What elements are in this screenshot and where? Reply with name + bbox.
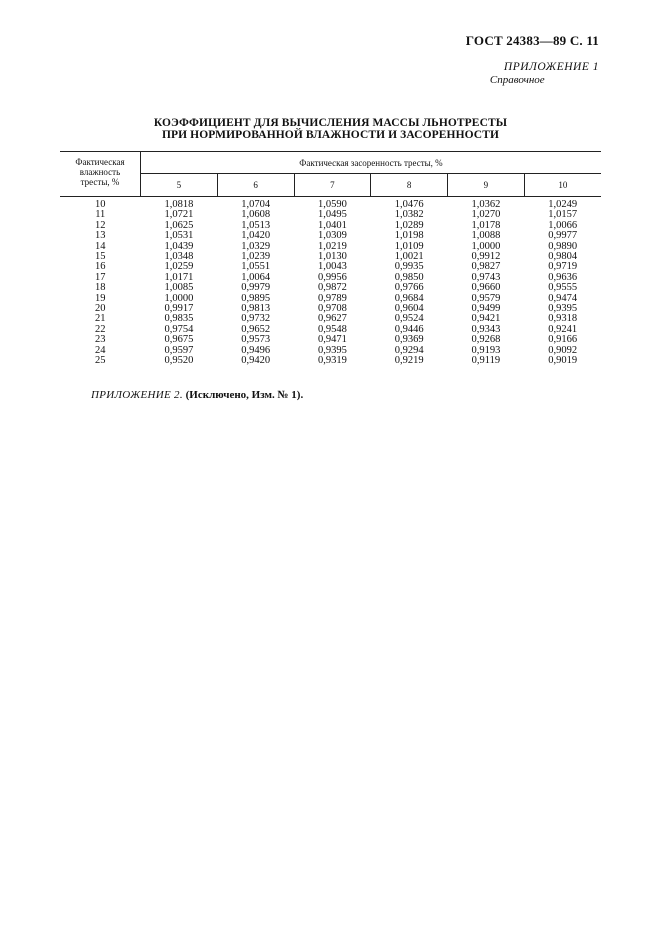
moisture-cell: 14 <box>95 240 106 252</box>
coefficient-cell: 1,0309 <box>317 230 347 242</box>
coefficient-cell: 1,0021 <box>394 251 424 263</box>
coefficient-cell: 0,9166 <box>548 334 578 346</box>
coefficient-table <box>60 151 601 367</box>
table-row <box>60 356 601 366</box>
coefficient-cell: 0,9732 <box>241 313 271 325</box>
coefficient-cell: 0,9827 <box>471 261 501 273</box>
moisture-cell: 13 <box>95 230 106 242</box>
coefficient-cell: 0,9579 <box>471 292 501 304</box>
coefficient-cell: 0,9604 <box>394 303 424 315</box>
coefficient-cell: 1,0178 <box>471 219 501 231</box>
coefficient-cell: 1,0329 <box>241 240 271 252</box>
coefficient-cell: 1,0513 <box>241 219 271 231</box>
coefficient-cell: 0,9850 <box>394 271 424 283</box>
coefficient-cell: 1,0721 <box>164 209 194 221</box>
appendix-label <box>489 61 599 86</box>
coefficient-cell: 0,9219 <box>394 355 424 367</box>
coefficient-cell: 0,9019 <box>548 355 578 367</box>
coefficient-cell: 0,9956 <box>317 271 347 283</box>
coefficient-cell: 0,9660 <box>471 282 501 294</box>
appendix-subtitle: Справочное <box>489 74 545 86</box>
moisture-header-line-3: тресты, % <box>80 177 120 187</box>
coefficient-cell: 0,9979 <box>241 282 271 294</box>
coefficient-cell: 1,0000 <box>164 292 194 304</box>
table-title-line-1: КОЭФФИЦИЕНТ ДЛЯ ВЫЧИСЛЕНИЯ МАССЫ ЛЬНОТРЕСТЫ <box>153 117 508 129</box>
coefficient-cell: 0,9719 <box>548 261 578 273</box>
moisture-cell: 19 <box>95 292 106 304</box>
coefficient-cell: 1,0000 <box>471 240 501 252</box>
appendix-title: ПРИЛОЖЕНИЕ 1 <box>503 61 599 73</box>
coefficient-cell: 1,0043 <box>317 261 347 273</box>
coefficient-cell: 0,9319 <box>317 355 347 367</box>
coefficient-cell: 0,9369 <box>394 334 424 346</box>
table-body <box>60 197 601 367</box>
moisture-header-line-2: влажность <box>79 167 121 177</box>
column-header-6: 6 <box>217 174 294 197</box>
coefficient-cell: 1,0088 <box>471 230 501 242</box>
coefficient-cell: 1,0085 <box>164 282 194 294</box>
coefficient-cell: 0,9804 <box>548 251 578 263</box>
coefficient-cell: 0,9890 <box>548 240 578 252</box>
column-header-10: 10 <box>524 174 601 197</box>
coefficient-cell: 0,9675 <box>164 334 194 346</box>
coefficient-cell: 1,0130 <box>317 251 347 263</box>
coefficient-cell: 0,9627 <box>317 313 347 325</box>
coefficient-cell: 0,9684 <box>394 292 424 304</box>
coefficient-cell: 1,0219 <box>317 240 347 252</box>
moisture-cell: 16 <box>95 261 106 273</box>
moisture-cell: 10 <box>95 199 106 210</box>
coefficient-cell: 1,0625 <box>164 219 194 231</box>
moisture-cell: 15 <box>95 251 106 263</box>
table-header-row <box>60 152 601 174</box>
coefficient-cell: 0,9652 <box>241 323 271 335</box>
coefficient-cell: 0,9597 <box>164 344 194 356</box>
moisture-column-header <box>60 152 141 197</box>
coefficient-cell: 0,9421 <box>471 313 501 325</box>
coefficient-cell: 0,9524 <box>394 313 424 325</box>
coefficient-cell: 0,9977 <box>548 230 578 242</box>
coefficient-cell: 0,9474 <box>548 292 578 304</box>
coefficient-cell: 1,0362 <box>471 199 501 210</box>
coefficient-cell: 1,0171 <box>164 271 194 283</box>
coefficient-cell: 1,0157 <box>548 209 578 221</box>
coefficient-cell: 0,9743 <box>471 271 501 283</box>
coefficient-cell: 1,0420 <box>241 230 271 242</box>
table-row <box>60 197 601 211</box>
coefficient-cell: 0,9193 <box>471 344 501 356</box>
coefficient-cell: 1,0239 <box>241 251 271 263</box>
coefficient-cell: 1,0818 <box>164 199 194 210</box>
column-header-8: 8 <box>371 174 448 197</box>
moisture-cell: 24 <box>95 344 106 356</box>
coefficient-cell: 0,9872 <box>317 282 347 294</box>
coefficient-cell: 1,0382 <box>394 209 424 221</box>
moisture-cell: 22 <box>95 323 106 335</box>
coefficient-cell: 0,9708 <box>317 303 347 315</box>
coefficient-cell: 0,9119 <box>471 355 501 367</box>
table-subheader-row <box>60 174 601 197</box>
coefficient-cell: 1,0249 <box>548 199 578 210</box>
coefficient-cell: 0,9318 <box>548 313 578 325</box>
moisture-cell: 18 <box>95 282 106 294</box>
moisture-cell: 23 <box>95 334 106 346</box>
coefficient-cell: 0,9241 <box>548 323 578 335</box>
coefficient-cell: 0,9471 <box>317 334 347 346</box>
coefficient-cell: 0,9935 <box>394 261 424 273</box>
coefficient-cell: 0,9268 <box>471 334 501 346</box>
coefficient-cell: 0,9294 <box>394 344 424 356</box>
coefficient-cell: 0,9496 <box>241 344 271 356</box>
moisture-cell: 20 <box>95 303 106 315</box>
page-header: ГОСТ 24383—89 С. 11 <box>465 33 599 48</box>
coefficient-cell: 1,0590 <box>317 199 347 210</box>
coefficient-cell: 0,9343 <box>471 323 501 335</box>
coefficient-cell: 0,9912 <box>471 251 501 263</box>
coefficient-cell: 0,9895 <box>241 292 271 304</box>
coefficient-cell: 1,0289 <box>394 219 424 231</box>
moisture-cell: 12 <box>95 219 106 231</box>
coefficient-cell: 0,9573 <box>241 334 271 346</box>
coefficient-cell: 0,9395 <box>548 303 578 315</box>
coefficient-cell: 1,0476 <box>394 199 424 210</box>
coefficient-cell: 1,0348 <box>164 251 194 263</box>
column-header-5: 5 <box>141 174 218 197</box>
footnote-text: (Исключено, Изм. № 1). <box>185 389 304 401</box>
coefficient-cell: 0,9813 <box>241 303 271 315</box>
table-title <box>60 117 601 141</box>
coefficient-cell: 1,0259 <box>164 261 194 273</box>
coefficient-cell: 1,0551 <box>241 261 271 273</box>
footnote <box>91 389 303 401</box>
coefficient-cell: 1,0704 <box>241 199 271 210</box>
moisture-cell: 17 <box>95 271 106 283</box>
coefficient-cell: 0,9917 <box>164 303 194 315</box>
table-title-line-2: ПРИ НОРМИРОВАННОЙ ВЛАЖНОСТИ И ЗАСОРЕННОСТИ <box>161 129 500 141</box>
coefficient-cell: 1,0109 <box>394 240 424 252</box>
moisture-cell: 21 <box>95 313 106 325</box>
coefficient-cell: 0,9555 <box>548 282 578 294</box>
column-header-7: 7 <box>294 174 371 197</box>
coefficient-cell: 1,0064 <box>241 271 271 283</box>
coefficient-cell: 0,9499 <box>471 303 501 315</box>
coefficient-cell: 0,9548 <box>317 323 347 335</box>
coefficient-cell: 1,0608 <box>241 209 271 221</box>
coefficient-cell: 0,9789 <box>317 292 347 304</box>
coefficient-cell: 1,0401 <box>317 219 347 231</box>
moisture-cell: 11 <box>95 209 106 221</box>
coefficient-cell: 1,0270 <box>471 209 501 221</box>
moisture-cell: 25 <box>95 355 106 367</box>
coefficient-cell: 0,9835 <box>164 313 194 325</box>
coefficient-cell: 1,0198 <box>394 230 424 242</box>
coefficient-cell: 0,9395 <box>317 344 347 356</box>
moisture-header-line-1: Фактическая <box>75 157 125 167</box>
coefficient-cell: 1,0439 <box>164 240 194 252</box>
column-header-9: 9 <box>448 174 525 197</box>
coefficient-cell: 0,9766 <box>394 282 424 294</box>
coefficient-cell: 1,0066 <box>548 219 578 231</box>
coefficient-cell: 0,9754 <box>164 323 194 335</box>
coefficient-cell: 0,9520 <box>164 355 194 367</box>
contamination-group-header: Фактическая засоренность тресты, % <box>141 152 602 174</box>
footnote-label: ПРИЛОЖЕНИЕ 2. <box>91 389 183 401</box>
coefficient-cell: 1,0531 <box>164 230 194 242</box>
coefficient-cell: 0,9420 <box>241 355 271 367</box>
coefficient-cell: 1,0495 <box>317 209 347 221</box>
coefficient-cell: 0,9092 <box>548 344 578 356</box>
coefficient-cell: 0,9446 <box>394 323 424 335</box>
coefficient-cell: 0,9636 <box>548 271 578 283</box>
